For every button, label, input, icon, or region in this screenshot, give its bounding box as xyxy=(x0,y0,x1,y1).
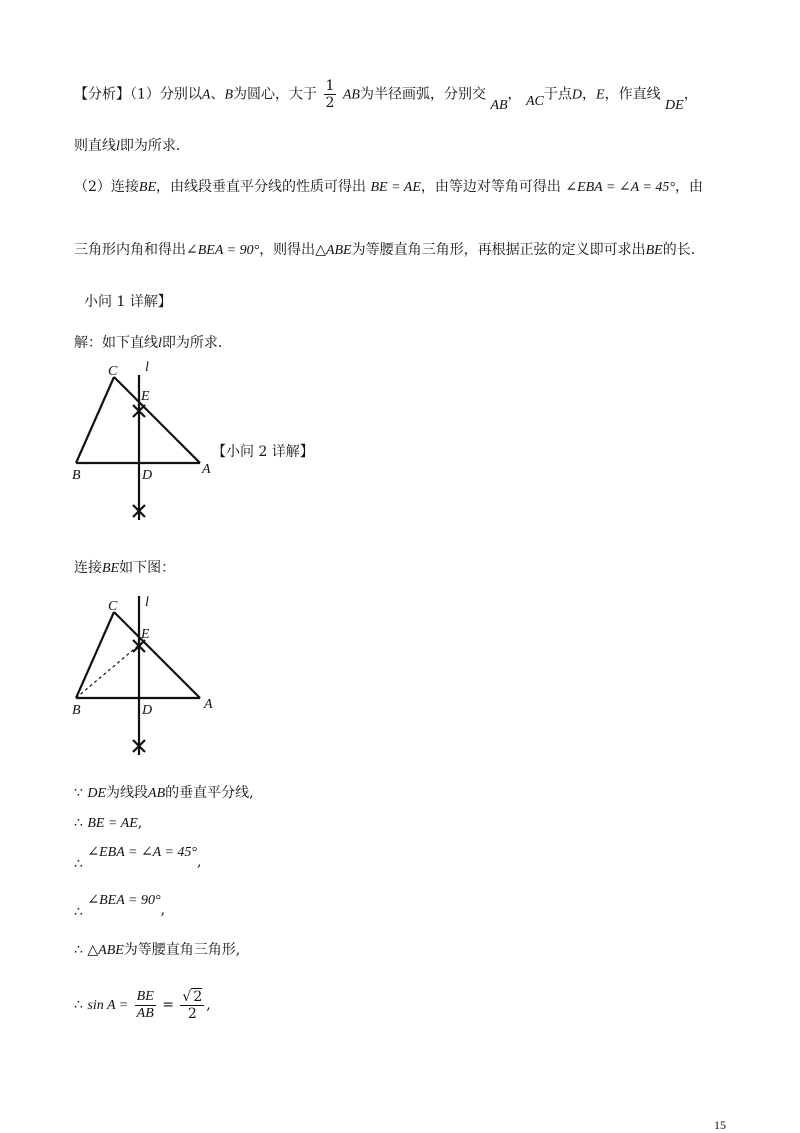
page-number: 15 xyxy=(714,1118,726,1132)
analysis-part2-line-2: 三角形内角和得出∠BEA = 90°，则得出△ABE为等腰直角三角形，再根据正弦的定义即可求出BE的长. xyxy=(74,242,696,258)
label-c: C xyxy=(108,364,118,379)
proof-step-6: ∴ sin A = $\frac{BE}{AB}$ = $\frac{√ 2}{2}$ , xyxy=(74,988,211,1022)
label-e: E xyxy=(141,389,150,404)
segment-ca xyxy=(114,377,200,463)
proof-step-3: ∴ ∠EBA = ∠A = 45°, xyxy=(74,845,202,872)
label-l: l xyxy=(145,595,149,610)
label-d: D xyxy=(142,468,153,483)
part2-connect: 连接BE如下图： xyxy=(74,560,176,576)
proof-step-2: ∴ BE = AE, xyxy=(74,815,143,831)
fraction-root2-over-2: $\frac{√ 2}{2}$ xyxy=(182,989,203,1022)
analysis-line-2: 则直线l即为所求． xyxy=(74,138,190,154)
label-a: A xyxy=(204,697,213,712)
label-b: B xyxy=(72,468,81,483)
label-e: E xyxy=(141,627,150,642)
segment-bc xyxy=(76,612,114,698)
label-c: C xyxy=(108,599,118,614)
part1-solution: 解：如下直线l即为所求． xyxy=(74,335,232,351)
part1-heading: 小问 1 详解】 xyxy=(84,294,172,310)
part2-heading: 【小问 2 详解】 xyxy=(212,444,314,460)
analysis-part2-line: （2）连接BE，由线段垂直平分线的性质可得出 BE = AE，由等边对等角可得出 ∠EBA = ∠A = 45°，由 xyxy=(74,179,703,195)
label-a: A xyxy=(202,462,211,477)
label-b: B xyxy=(72,703,81,718)
label-l: l xyxy=(145,360,149,375)
label-d: D xyxy=(142,703,153,718)
proof-step-4: ∴ ∠BEA = 90°, xyxy=(74,893,166,920)
proof-step-5: ∴ △ABE为等腰直角三角形, xyxy=(74,942,241,958)
figure-2 xyxy=(60,590,320,765)
dashed-segment-be xyxy=(76,645,139,698)
fraction-half: $\frac{1}{2}$ xyxy=(325,78,335,111)
segment-bc xyxy=(76,377,114,463)
analysis-line-1: 【分析】（1）分别以A、B为圆心，大于 $\frac{1}{2}$ AB为半径画弧，分别交 AB， AC于点D，E，作直线 DE， xyxy=(74,78,698,113)
fraction-be-ab: $\frac{BE}{AB}$ xyxy=(136,988,154,1021)
proof-step-1: ∵ DE为线段AB的垂直平分线, xyxy=(74,785,254,801)
